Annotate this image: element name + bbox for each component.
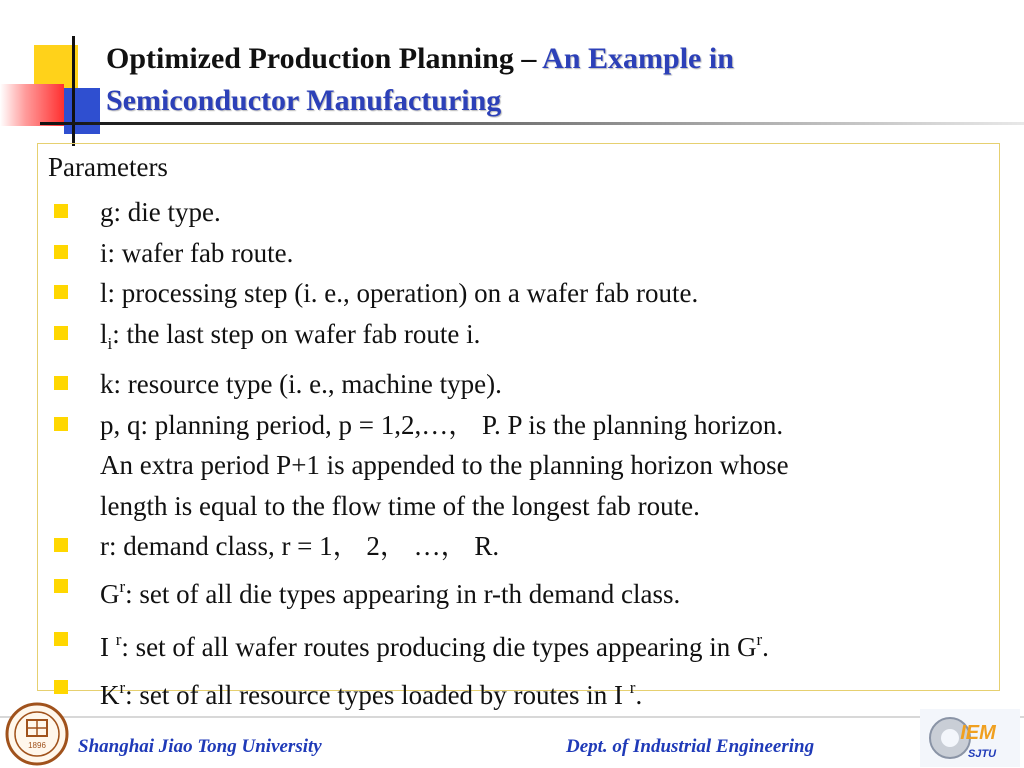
square-bullet-icon [54,245,68,259]
list-item: p, q: planning period, p = 1,2,…， P. P is the planning horizon. An extra period P+1 is appended to the planning horizon whose length is equal to the flow time of the longest fab route. [48,405,988,527]
section-heading: Parameters [48,152,168,182]
square-bullet-icon [54,204,68,218]
footer-university-name: Shanghai Jiao Tong University [78,736,322,757]
title-highlight-line2: Semiconductor Manufacturing [106,84,502,117]
list-item: k: resource type (i. e., machine type). [48,364,988,405]
title-plain-text: Optimized Production Planning – [106,42,543,75]
university-seal-logo [5,702,69,766]
list-item: $G^r$: set of all die types appearing in r-th demand class. [48,567,988,615]
decor-blue-square [64,88,100,134]
list-item: r: demand class, r = 1， 2， …， R. [48,526,988,567]
square-bullet-icon [54,285,68,299]
footer-department-name: Dept. of Industrial Engineering [566,736,815,757]
svg-text:1896: 1896 [28,741,46,750]
square-bullet-icon [54,632,68,646]
decor-vertical-line [72,36,75,146]
square-bullet-icon [54,417,68,431]
svg-text:SJTU: SJTU [967,748,997,760]
square-bullet-icon [54,579,68,593]
parameter-list [48,192,988,715]
svg-text:IEM: IEM [960,722,996,744]
list-item: $K^r$: set of all resource types loaded by routes in I $^r$. [48,668,988,716]
list-item: $l_i$: the last step on wafer fab route i. [48,314,988,365]
list-item: I $^r$: set of all wafer routes producing die types appearing in $G^r$. [48,620,988,668]
content-box [37,143,1000,710]
decor-red-bar [0,84,64,126]
iem-sjtu-logo [920,709,1020,767]
footer-divider [0,716,1024,718]
title-highlight-line1: An Example in [542,42,734,75]
square-bullet-icon [54,538,68,552]
square-bullet-icon [54,376,68,390]
title-underline [40,122,1024,125]
list-item: i: wafer fab route. [48,233,988,274]
square-bullet-icon [54,680,68,694]
square-bullet-icon [54,326,68,340]
slide-title [106,38,1006,122]
list-item: l: processing step (i. e., operation) on a wafer fab route. [48,273,988,314]
list-item: g: die type. [48,192,988,233]
